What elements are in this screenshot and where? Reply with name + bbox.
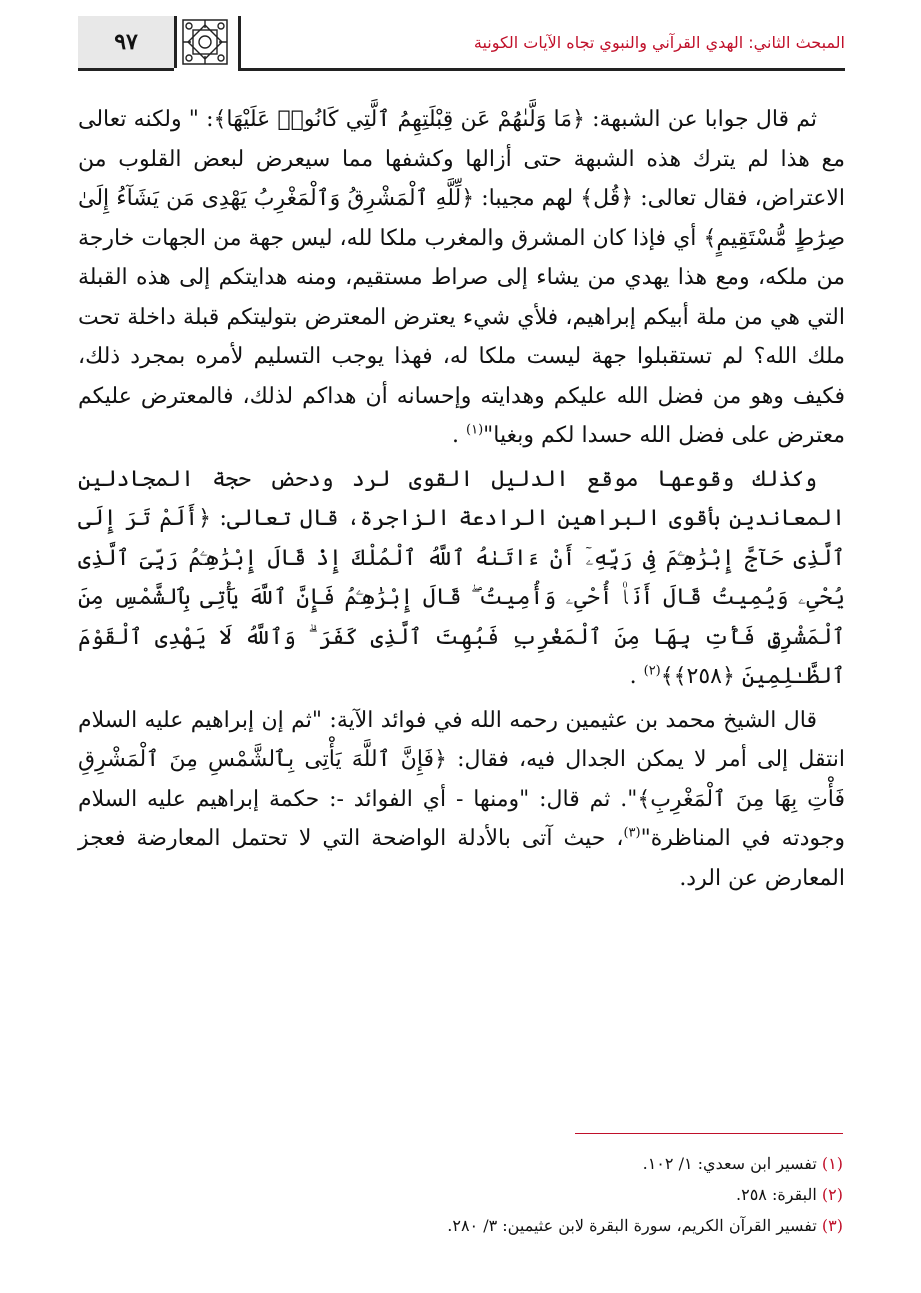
page-header [78, 16, 845, 68]
footnote-divider [575, 1133, 843, 1134]
footnote-ref[interactable]: (٣) [623, 825, 641, 841]
footnote-mark: (٢) [821, 1185, 843, 1204]
header-divider [238, 16, 241, 68]
paragraph-text: وكذلك وقوعها موقع الدليل القوى لرد ودحض حجة المجادلين المعاندين بأقوى البراهين الرادعة الزاجرة، قال تعالى: ﴿أَلَمْ تَرَ إِلَى ٱلَّذِى حَآجَّ إِبْرَٰهِـۧمَ فِى رَبِّهِۦٓ أَنْ ءَاتَىٰهُ ٱللَّهُ ٱلْمُلْكَ إِذْ قَالَ إِبْرَٰهِـۧمُ رَبِّىَ ٱلَّذِى يُحْىِۦ وَيُمِيتُ قَالَ أَنَا۠ أُحْىِۦ وَأُمِيتُ ۖ قَالَ إِبْرَٰهِـۧمُ فَإِنَّ ٱللَّهَ يَأْتِى بِٱلشَّمْسِ مِنَ ٱلْمَشْرِقِ فَأْتِ بِهَا مِنَ ٱلْمَغْرِبِ فَبُهِتَ ٱلَّذِى كَفَرَ ۗ وَٱللَّهُ لَا يَهْدِى ٱلْقَوْمَ ٱلظَّـٰلِمِينَ ﴿٢٥٨﴾﴾ [78, 466, 845, 689]
footnote-mark: (٣) [821, 1216, 843, 1235]
paragraph-text: قال الشيخ محمد بن عثيمين رحمه الله في فوائد الآية: "ثم إن إبراهيم عليه السلام انتقل إلى أمر لا يمكن الجدال فيه، فقال: ﴿فَإِنَّ ٱللَّهَ يَأْتِى بِٱلشَّمْسِ مِنَ ٱلْمَشْرِقِ فَأْتِ بِهَا مِنَ ٱلْمَغْرِبِ﴾". ثم قال: "ومنها - أي الفوائد -: حكمة إبراهيم عليه السلام وجودته في المناظرة" [78, 707, 845, 851]
footnotes [76, 1148, 843, 1241]
islamic-star-ornament-icon [178, 16, 232, 68]
paragraph [78, 701, 845, 899]
footnote-mark: (١) [821, 1154, 843, 1173]
footnote-text: تفسير القرآن الكريم، سورة البقرة لابن عثيمين: ٣/ ٢٨٠. [447, 1216, 817, 1235]
footnote [76, 1179, 843, 1210]
page-number: ٩٧ [78, 16, 174, 71]
footnote [76, 1210, 843, 1241]
footnote-ref[interactable]: (٢) [643, 663, 661, 679]
paragraph-text: ثم قال جوابا عن الشبهة: ﴿مَا وَلَّىٰهُمْ عَن قِبْلَتِهِمُ ٱلَّتِي كَانُوا۟ عَلَيْهَا﴾: " ولكنه تعالى مع هذا لم يترك هذه الشبهة حتى أزالها وكشفها مما سيعرض لبعض القلوب من الاعتراض، فقال تعالى: ﴿قُل﴾ لهم مجيبا: ﴿لِّلَّهِ ٱلْمَشْرِقُ وَٱلْمَغْرِبُ يَهْدِى مَن يَشَآءُ إِلَىٰ صِرَٰطٍ مُّسْتَقِيمٍ﴾ أي فإذا كان المشرق والمغرب ملكا لله، ليس جهة من الجهات خارجة من ملكه، ومع هذا يهدي من يشاء إلى صراط مستقيم، ومنه هدايتكم إلى هذه القبلة التي هي من ملة أبيكم إبراهيم، فلأي شيء يعترض المعترض بتوليتكم قبلة داخلة تحت ملك الله؟ لم تستقبلوا جهة ليست ملكا له، فهذا يوجب التسليم لأمره بمجرد ذلك، فكيف وهو من فضل الله عليكم وهدايته وإحسانه أن هداكم لذلك، فالمعترض عليكم معترض على فضل الله حسدا لكم وبغيا" [78, 107, 845, 448]
header-divider [174, 16, 177, 68]
footnote-ref[interactable]: (١) [466, 422, 484, 438]
footnote [76, 1148, 843, 1179]
footnote-text: تفسير ابن سعدي: ١/ ١٠٢. [642, 1154, 817, 1173]
paragraph-text: ، حيث آتى بالأدلة الواضحة التي لا تحتمل المعارضة فعجز المعارض عن الرد. [78, 826, 845, 891]
main-text [78, 100, 845, 902]
period: . [629, 664, 637, 689]
paragraph [78, 100, 845, 456]
period: . [452, 423, 460, 448]
footnote-text: البقرة: ٢٥٨. [736, 1185, 817, 1204]
chapter-title: المبحث الثاني: الهدي القرآني والنبوي تجاه الآيات الكونية [238, 16, 845, 71]
paragraph [78, 460, 845, 697]
